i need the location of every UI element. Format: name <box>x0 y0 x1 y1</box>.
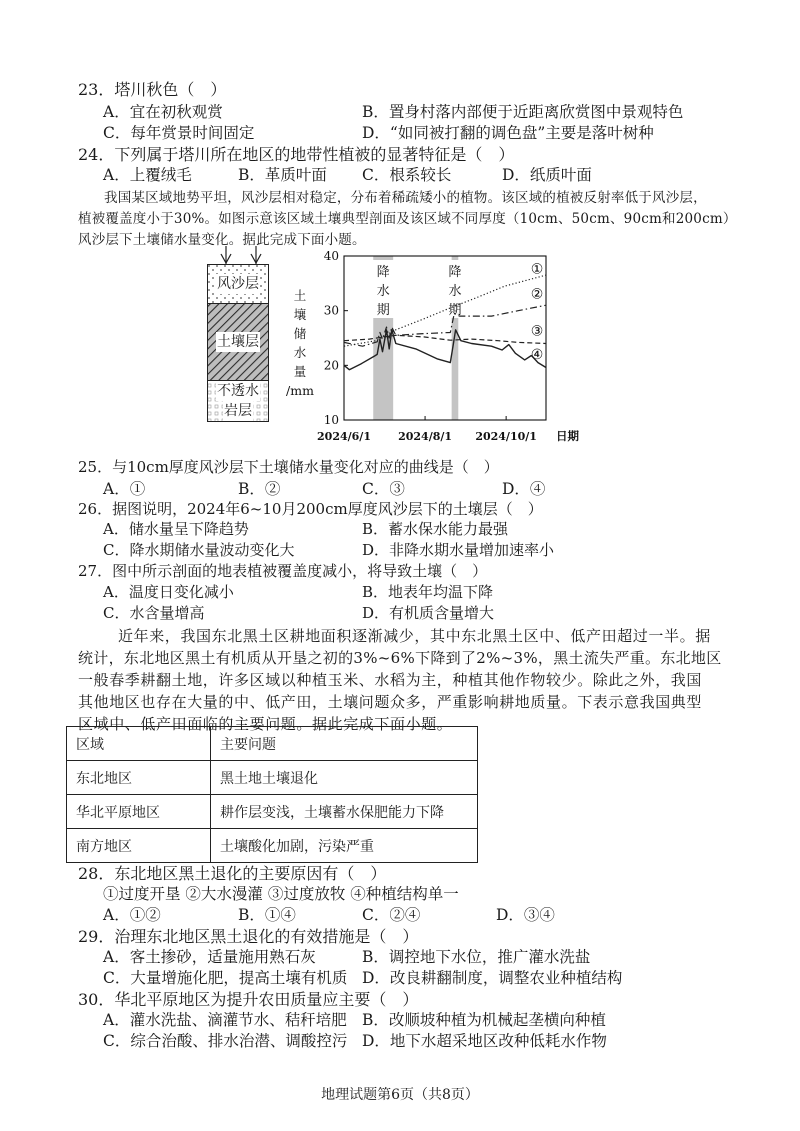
y-axis-label: 土 <box>293 288 307 303</box>
passage1-line-1: 我国某区域地势平坦，风沙层相对稳定，分布着稀疏矮小的植物。该区域的植被反射率低于风沙层， <box>104 190 707 206</box>
series-label: ② <box>530 286 544 303</box>
profile-layer-sand <box>207 264 269 304</box>
q23-option-b: B．置身村落内部便于近距离欣赏图中景观特色 <box>362 103 684 121</box>
q23-option-c: C．每年赏景时间固定 <box>103 124 255 142</box>
q28-option-c: C．②④ <box>362 906 421 924</box>
q24-option-c: C．根系较长 <box>362 166 452 184</box>
profile-layer-rock-label-1: 不透水 <box>217 383 259 399</box>
passage2-line-2: 统计，东北地区黑土有机质从开垦之初的3%~6%下降到了2%~3%，黑土流失严重。东北地区 <box>78 649 722 667</box>
q29-option-d: D．改良耕翻制度，调整农业种植结构 <box>362 969 623 987</box>
table-row <box>67 795 478 829</box>
table-header-region: 区域 <box>67 727 211 761</box>
q29-option-b: B．调控地下水位，推广灌水洗盐 <box>362 948 591 966</box>
q26-stem: 26．据图说明，2024年6~10月200cm厚度风沙层下的土壤层（ ） <box>78 500 543 518</box>
q25-option-a: A．① <box>103 480 146 498</box>
x-tick-label: 2024/10/1 <box>475 430 537 443</box>
passage1-line-2: 植被覆盖度小于30%。如图示意该区域土壤典型剖面及该区域不同厚度（10cm、50cm、90cm和200cm） <box>78 211 737 227</box>
table-row <box>67 829 478 863</box>
q30-option-c: C．综合治酸、排水治潜、调酸控污 <box>103 1032 348 1050</box>
q30-option-d: D．地下水超采地区改种低耗水作物 <box>362 1032 607 1050</box>
passage2-line-1: 近年来，我国东北黑土区耕地面积逐渐减少，其中东北黑土区中、低产田超过一半。据 <box>118 627 711 645</box>
q24-option-a: A．上覆绒毛 <box>103 166 192 184</box>
profile-layer-sand-label: 风沙层 <box>217 276 259 292</box>
y-axis-label: /mm <box>286 383 314 398</box>
q25-stem: 25．与10cm厚度风沙层下土壤储水量变化对应的曲线是（ ） <box>78 458 499 476</box>
q26-option-c: C．降水期储水量波动变化大 <box>103 541 295 559</box>
q28-option-a: A．①② <box>103 906 161 924</box>
rain-period-label: 水 <box>376 284 390 299</box>
soil-water-chart <box>280 248 600 448</box>
q30-option-a: A．灌水洗盐、滴灌节水、秸秆培肥 <box>103 1011 347 1029</box>
q26-option-a: A．储水量呈下降趋势 <box>103 520 249 538</box>
x-axis-label: 日期 <box>556 429 579 443</box>
q24-stem: 24．下列属于塔川所在地区的地带性植被的显著特征是（ ） <box>78 145 515 164</box>
rain-period-label: 降 <box>448 265 462 280</box>
q23-stem: 23．塔川秋色（ ） <box>78 80 227 99</box>
passage2-line-4: 其他地区也存在大量的中、低产田，土壤问题众多，严重影响耕地质量。下表示意我国典型 <box>78 693 703 711</box>
q24-option-b: B．革质叶面 <box>238 166 327 184</box>
table-cell-problem: 耕作层变浅，土壤蓄水保肥能力下降 <box>211 795 478 829</box>
table-cell-region: 东北地区 <box>67 761 211 795</box>
rain-period-label: 期 <box>376 303 390 318</box>
y-axis-label: 储 <box>293 326 307 341</box>
passage2-line-3: 一般春季耕翻土地，许多区域以种植玉米、水稻为主，种植其他作物较少。除此之外，我国 <box>78 671 703 689</box>
q27-option-c: C．水含量增高 <box>103 604 205 622</box>
q25-option-b: B．② <box>238 480 281 498</box>
x-tick-label: 2024/8/1 <box>398 430 453 443</box>
q28-option-b: B．①④ <box>238 906 296 924</box>
y-axis-label: 壤 <box>293 307 307 322</box>
q30-option-b: B．改顺坡种植为机械起垄横向种植 <box>362 1011 606 1029</box>
profile-layer-soil <box>207 303 269 381</box>
q27-option-b: B．地表年均温下降 <box>362 583 494 601</box>
q24-option-d: D．纸质叶面 <box>502 166 592 184</box>
q27-stem: 27．图中所示剖面的地表植被覆盖度减小，将导致土壤（ ） <box>78 562 488 580</box>
q23-option-d: D．“如同被打翻的调色盘”主要是落叶树种 <box>362 124 654 142</box>
rain-period-label: 降 <box>376 265 390 280</box>
y-tick-label: 10 <box>323 413 339 427</box>
q28-sub-items: ①过度开垦 ②大水漫灌 ③过度放牧 ④种植结构单一 <box>103 885 459 903</box>
profile-layer-rock-label-2: 岩层 <box>224 403 252 419</box>
q26-option-d: D．非降水期水量增加速率小 <box>362 541 555 559</box>
y-tick-label: 20 <box>323 358 339 373</box>
y-axis-label: 量 <box>293 364 307 379</box>
q30-stem: 30．华北平原地区为提升农田质量应主要（ ） <box>78 990 419 1009</box>
table-cell-region: 南方地区 <box>67 829 211 863</box>
table-cell-problem: 黑土地土壤退化 <box>211 761 478 795</box>
rain-period-label: 期 <box>448 303 462 318</box>
profile-layer-soil-label: 土壤层 <box>217 334 259 350</box>
q28-option-d: D．③④ <box>496 906 555 924</box>
page-footer: 地理试题第6页（共8页） <box>321 1087 479 1103</box>
q29-stem: 29．治理东北地区黑土退化的有效措施是（ ） <box>78 927 419 946</box>
table-header-row <box>67 727 478 761</box>
y-tick-label: 30 <box>323 303 339 318</box>
x-tick-label: 2024/6/1 <box>317 430 371 443</box>
profile-layer-rock <box>207 380 269 422</box>
series-label: ③ <box>530 323 544 340</box>
q27-option-d: D．有机质含量增大 <box>362 604 495 622</box>
table-header-problem: 主要问题 <box>211 727 478 761</box>
q27-option-a: A．温度日变化减小 <box>103 583 234 601</box>
q23-option-a: A．宜在初秋观赏 <box>103 103 223 121</box>
table-row <box>67 761 478 795</box>
rain-period-label: 水 <box>448 284 462 299</box>
q26-option-b: B．蓄水保水能力最强 <box>362 520 509 538</box>
q29-option-a: A．客土掺砂，适量施用熟石灰 <box>103 948 316 966</box>
q25-option-d: D．④ <box>502 480 546 498</box>
y-axis-label: 水 <box>293 345 307 360</box>
q29-option-c: C．大量增施化肥，提高土壤有机质 <box>103 969 348 987</box>
passage2-line-5: 区域中、低产田面临的主要问题。据此完成下面小题。 <box>78 715 453 733</box>
q28-stem: 28．东北地区黑土退化的主要原因有（ ） <box>78 864 387 883</box>
table-cell-region: 华北平原地区 <box>67 795 211 829</box>
q25-option-c: C．③ <box>362 480 405 498</box>
y-tick-label: 40 <box>323 249 339 263</box>
passage1-line-3: 风沙层下土壤储水量变化。据此完成下面小题。 <box>78 232 366 248</box>
series-label: ① <box>530 261 544 278</box>
table-cell-problem: 土壤酸化加剧，污染严重 <box>211 829 478 863</box>
series-label: ④ <box>530 346 544 363</box>
problems-table <box>66 726 478 863</box>
